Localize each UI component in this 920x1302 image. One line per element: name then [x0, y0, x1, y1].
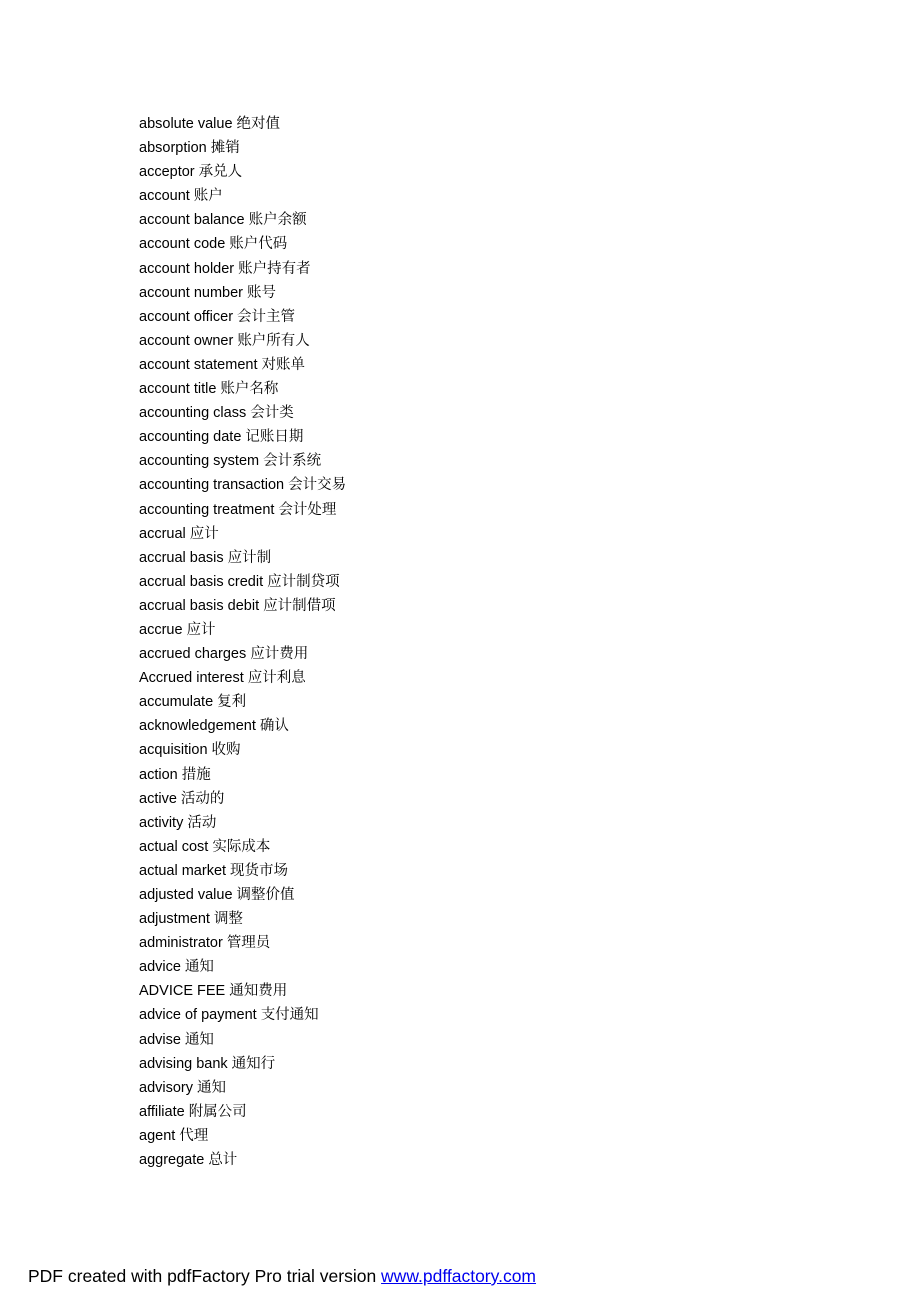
glossary-entry: [139, 425, 346, 449]
entry-term: adjustment: [139, 911, 210, 928]
glossary-entry: [139, 208, 346, 232]
entry-translation: 通知行: [231, 1055, 276, 1072]
glossary-entry: [139, 473, 346, 497]
glossary-entry: [139, 835, 346, 859]
entry-translation: 调整价值: [236, 887, 295, 903]
glossary-entry: [139, 955, 346, 979]
entry-term: accrue: [139, 621, 183, 638]
entry-term: acceptor: [139, 164, 195, 181]
entry-translation: 账户持有者: [238, 260, 311, 277]
entry-term: account balance: [139, 212, 245, 229]
entry-translation: 代理: [179, 1127, 209, 1144]
entry-translation: 应计制贷项: [267, 573, 340, 590]
glossary-entry: [139, 979, 346, 1003]
entry-term: accumulate: [139, 694, 214, 711]
entry-translation: 复利: [217, 694, 247, 711]
glossary-entry: [139, 232, 346, 256]
entry-term: affiliate: [139, 1103, 185, 1120]
entry-term: advise: [139, 1031, 181, 1048]
glossary-entry: [139, 811, 346, 835]
entry-term: Accrued interest: [139, 670, 244, 687]
glossary-entry: [139, 1100, 346, 1124]
entry-term: administrator: [139, 935, 223, 952]
entry-translation: 确认: [259, 718, 289, 735]
glossary-entry: [139, 690, 346, 714]
entry-translation: 摊销: [210, 140, 240, 157]
entry-translation: 账户代码: [229, 236, 288, 253]
entry-translation: 账号: [246, 284, 276, 301]
entry-term: account statement: [139, 356, 258, 373]
glossary-entry: [139, 353, 346, 377]
entry-term: advising bank: [139, 1055, 228, 1072]
glossary-entry: [139, 112, 346, 136]
entry-term: aggregate: [139, 1152, 205, 1169]
entry-term: account officer: [139, 308, 234, 325]
glossary-entry: [139, 160, 346, 184]
glossary-entry: [139, 498, 346, 522]
glossary-entry: [139, 738, 346, 762]
entry-translation: 会计交易: [288, 477, 347, 494]
entry-term: accrual basis: [139, 549, 224, 566]
entry-translation: 总计: [208, 1152, 238, 1169]
entry-translation: 绝对值: [236, 116, 281, 132]
entry-translation: 通知费用: [229, 983, 288, 1000]
glossary-entry: [139, 184, 346, 208]
entry-translation: 会计处理: [278, 501, 337, 518]
entry-translation: 附属公司: [188, 1103, 247, 1120]
entry-translation: 管理员: [226, 935, 271, 952]
entry-term: active: [139, 790, 177, 807]
glossary-entry: [139, 1124, 346, 1148]
entry-term: actual market: [139, 862, 227, 879]
glossary-list: [139, 112, 346, 1172]
entry-translation: 应计利息: [247, 670, 306, 687]
entry-translation: 收购: [211, 742, 241, 759]
entry-term: accrual: [139, 525, 186, 542]
entry-term: account code: [139, 236, 226, 253]
glossary-entry: [139, 449, 346, 473]
entry-term: account number: [139, 284, 243, 301]
entry-term: accounting system: [139, 453, 260, 470]
glossary-entry: [139, 305, 346, 329]
glossary-entry: [139, 859, 346, 883]
entry-term: adjusted value: [139, 887, 233, 903]
entry-translation: 支付通知: [260, 1007, 319, 1024]
glossary-entry: [139, 1052, 346, 1076]
entry-translation: 账户: [193, 188, 223, 205]
entry-translation: 应计: [186, 621, 216, 638]
footer-link[interactable]: www.pdffactory.com: [381, 1266, 537, 1286]
entry-translation: 应计: [189, 525, 219, 542]
entry-term: accounting date: [139, 429, 242, 446]
entry-translation: 通知: [184, 959, 214, 976]
entry-translation: 对账单: [261, 356, 305, 373]
entry-term: account owner: [139, 332, 234, 349]
entry-translation: 应计制: [227, 549, 272, 566]
glossary-entry: [139, 401, 346, 425]
entry-translation: 承兑人: [198, 164, 243, 181]
glossary-entry: [139, 931, 346, 955]
entry-translation: 会计类: [250, 405, 294, 422]
entry-translation: 实际成本: [212, 838, 271, 855]
glossary-entry: [139, 570, 346, 594]
glossary-entry: [139, 1003, 346, 1027]
glossary-entry: [139, 329, 346, 353]
entry-term: advice: [139, 959, 181, 976]
entry-term: activity: [139, 814, 184, 831]
entry-translation: 通知: [184, 1031, 214, 1048]
entry-translation: 调整: [213, 911, 243, 928]
entry-term: actual cost: [139, 838, 209, 855]
entry-term: account holder: [139, 260, 235, 277]
entry-term: accrued charges: [139, 646, 247, 663]
entry-translation: 应计制借项: [263, 597, 336, 614]
entry-term: ADVICE FEE: [139, 983, 226, 1000]
glossary-entry: [139, 1028, 346, 1052]
glossary-entry: [139, 1076, 346, 1100]
entry-translation: 会计系统: [263, 453, 322, 470]
entry-term: accounting transaction: [139, 477, 285, 494]
entry-term: accounting treatment: [139, 501, 275, 518]
glossary-entry: [139, 594, 346, 618]
glossary-entry: [139, 281, 346, 305]
entry-term: accrual basis credit: [139, 573, 264, 590]
entry-translation: 账户名称: [220, 381, 279, 398]
glossary-entry: [139, 257, 346, 281]
glossary-entry: [139, 714, 346, 738]
entry-translation: 会计主管: [237, 308, 296, 325]
footer-text: PDF created with pdfFactory Pro trial version: [28, 1266, 382, 1286]
entry-translation: 通知: [197, 1079, 226, 1096]
glossary-entry: [139, 787, 346, 811]
glossary-entry: [139, 377, 346, 401]
glossary-entry: [139, 618, 346, 642]
entry-translation: 应计费用: [250, 646, 309, 663]
entry-translation: 账户余额: [248, 212, 307, 229]
glossary-entry: [139, 546, 346, 570]
entry-term: account: [139, 188, 190, 205]
entry-translation: 记账日期: [245, 429, 304, 446]
entry-term: action: [139, 766, 178, 783]
glossary-entry: [139, 1148, 346, 1172]
entry-term: acquisition: [139, 742, 208, 759]
entry-term: advisory: [139, 1079, 193, 1096]
entry-translation: 活动的: [180, 790, 225, 807]
entry-term: absorption: [139, 140, 207, 157]
entry-translation: 账户所有人: [237, 332, 310, 349]
glossary-entry: [139, 763, 346, 787]
glossary-entry: [139, 883, 346, 907]
glossary-entry: [139, 907, 346, 931]
entry-term: accrual basis debit: [139, 597, 260, 614]
entry-translation: 措施: [181, 766, 211, 783]
entry-translation: 活动: [187, 814, 217, 831]
entry-term: account title: [139, 381, 217, 398]
entry-term: absolute value: [139, 116, 233, 132]
entry-translation: 现货市场: [230, 862, 289, 879]
glossary-entry: [139, 666, 346, 690]
entry-term: acknowledgement: [139, 718, 256, 735]
glossary-entry: [139, 522, 346, 546]
entry-term: agent: [139, 1127, 176, 1144]
entry-term: advice of payment: [139, 1007, 257, 1024]
glossary-entry: [139, 136, 346, 160]
glossary-entry: [139, 642, 346, 666]
pdf-footer: [28, 1266, 536, 1287]
entry-term: accounting class: [139, 405, 247, 422]
